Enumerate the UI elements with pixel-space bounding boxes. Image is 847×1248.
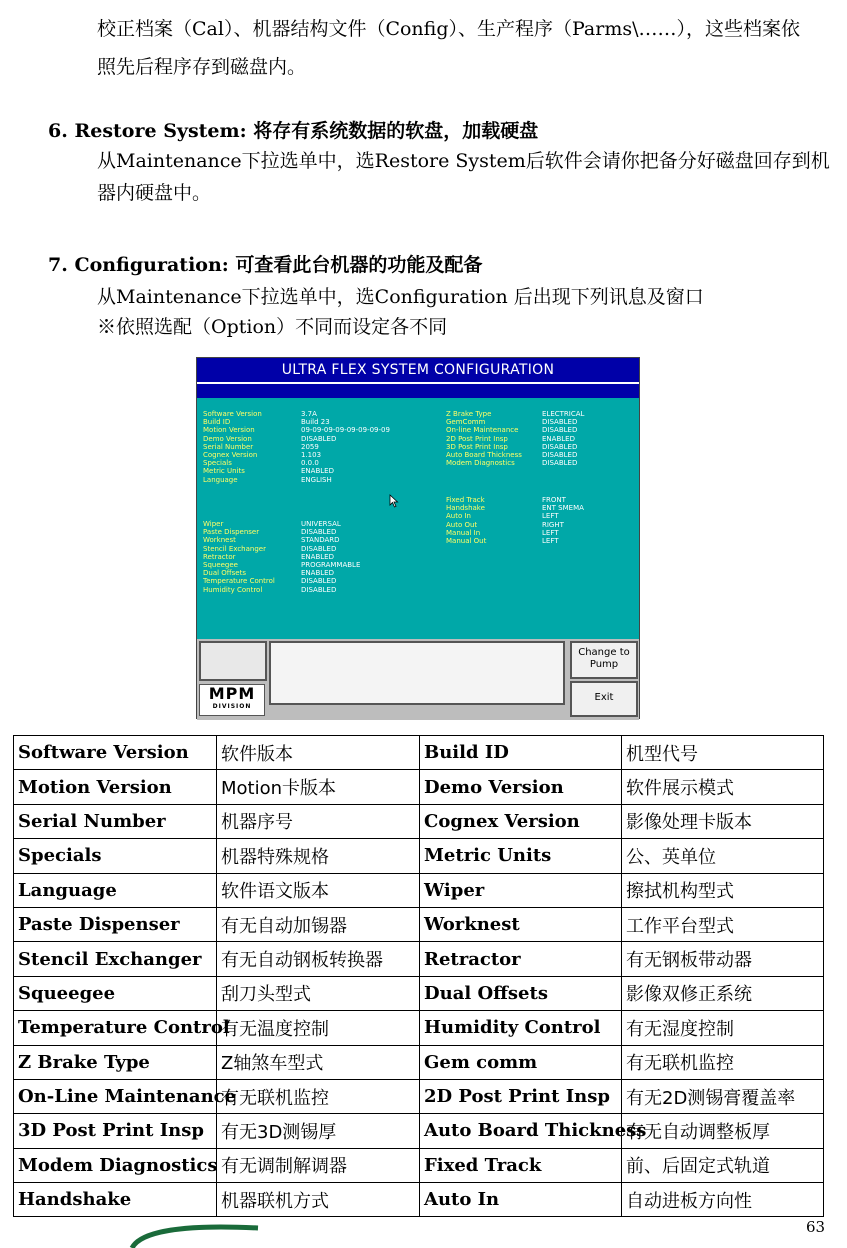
- config-row: [203, 434, 337, 443]
- table-cell-term: Motion Version: [14, 770, 217, 804]
- config-label: Motion Version: [203, 426, 255, 435]
- config-value: 09-09-09-09-09-09-09-09: [301, 426, 390, 435]
- table-cell-term: Language: [14, 873, 217, 907]
- config-value: DISABLED: [301, 434, 337, 443]
- config-label: Squeegee: [203, 560, 238, 569]
- config-value: DISABLED: [542, 442, 578, 451]
- config-row: [446, 442, 578, 451]
- change-to-pump-button[interactable]: Change to Pump: [570, 641, 638, 679]
- config-row: [203, 552, 334, 561]
- config-value: ENABLED: [301, 467, 334, 476]
- config-label: Retractor: [203, 552, 236, 561]
- table-cell-description: 自动进板方向性: [622, 1183, 824, 1217]
- table-cell-term: Serial Number: [14, 804, 217, 838]
- table-cell-description: 有无自动钢板转换器: [217, 942, 420, 976]
- config-value: DISABLED: [542, 450, 578, 459]
- config-label: Worknest: [203, 536, 236, 545]
- table-cell-description: 刮刀头型式: [217, 976, 420, 1010]
- config-row: [203, 577, 337, 586]
- configuration-table: [13, 735, 824, 1217]
- table-cell-term: Stencil Exchanger: [14, 942, 217, 976]
- config-row: [446, 450, 578, 459]
- table-cell-description: 软件语文版本: [217, 873, 420, 907]
- config-value: 3.7A: [301, 410, 317, 418]
- table-row: [14, 873, 824, 907]
- config-value: DISABLED: [301, 585, 337, 594]
- config-label: Auto Out: [446, 520, 478, 529]
- table-cell-term: Paste Dispenser: [14, 907, 217, 941]
- table-row: [14, 1114, 824, 1148]
- section-6-line-2: 器内硬盘中。: [97, 182, 212, 204]
- mpm-logo: [199, 684, 265, 716]
- config-row: [203, 536, 340, 545]
- config-row: [203, 520, 341, 528]
- config-value: STANDARD: [301, 536, 340, 545]
- config-row: [446, 459, 578, 468]
- config-row: [203, 569, 334, 578]
- table-row: [14, 736, 824, 770]
- table-cell-description: 工作平台型式: [622, 907, 824, 941]
- config-row: [446, 536, 559, 545]
- table-row: [14, 1148, 824, 1182]
- logo-text: MPM: [208, 684, 256, 703]
- table-cell-term: Cognex Version: [420, 804, 622, 838]
- config-label: Wiper: [203, 520, 224, 528]
- config-label: Specials: [203, 459, 232, 468]
- right-config-group-2: [446, 496, 584, 545]
- table-row: [14, 770, 824, 804]
- table-cell-term: Squeegee: [14, 976, 217, 1010]
- config-value: DISABLED: [301, 528, 337, 537]
- screenshot-button-area: [197, 639, 639, 720]
- table-row: [14, 976, 824, 1010]
- config-row: [446, 496, 566, 504]
- config-label: Humidity Control: [203, 585, 263, 594]
- logo-subtext: DIVISION: [212, 703, 252, 710]
- table-row: [14, 1011, 824, 1045]
- config-value: Build 23: [301, 418, 330, 427]
- section-7-title: 7. Configuration: 可查看此台机器的功能及配备: [48, 254, 483, 276]
- config-value: RIGHT: [542, 520, 564, 529]
- left-config-group-2: [203, 520, 361, 594]
- config-value: DISABLED: [542, 459, 578, 468]
- config-row: [446, 426, 578, 435]
- config-label: GemComm: [446, 418, 486, 427]
- mouse-cursor-icon: [389, 494, 399, 508]
- table-cell-term: Retractor: [420, 942, 622, 976]
- config-row: [446, 504, 584, 513]
- config-label: 2D Post Print Insp: [446, 434, 508, 443]
- config-label: Language: [203, 475, 238, 484]
- config-label: Fixed Track: [446, 496, 485, 504]
- table-cell-description: 有无自动调整板厚: [622, 1114, 824, 1148]
- config-row: [446, 520, 564, 529]
- configuration-screenshot: [196, 357, 640, 719]
- table-cell-term: Z Brake Type: [14, 1045, 217, 1079]
- section-6-line-1: 从Maintenance下拉选单中，选Restore System后软件会请你把备分好磁盘回存到机: [97, 150, 830, 172]
- table-cell-description: 影像双修正系统: [622, 976, 824, 1010]
- config-row: [203, 475, 332, 484]
- table-cell-description: 公、英单位: [622, 839, 824, 873]
- table-row: [14, 804, 824, 838]
- config-row: [203, 467, 334, 476]
- table-cell-term: Modem Diagnostics: [14, 1148, 217, 1182]
- config-row: [446, 418, 578, 427]
- config-row: [203, 418, 330, 427]
- config-row: [446, 434, 575, 443]
- config-label: Software Version: [203, 410, 262, 418]
- config-label: Serial Number: [203, 442, 254, 451]
- config-row: [203, 560, 361, 569]
- table-cell-description: 有无3D测锡厚: [217, 1114, 420, 1148]
- screenshot-title: ULTRA FLEX SYSTEM CONFIGURATION: [197, 358, 639, 384]
- table-cell-term: Humidity Control: [420, 1011, 622, 1045]
- config-label: Metric Units: [203, 467, 245, 476]
- table-row: [14, 1183, 824, 1217]
- config-label: 3D Post Print Insp: [446, 442, 508, 451]
- config-row: [203, 528, 337, 537]
- table-cell-description: 机器序号: [217, 804, 420, 838]
- table-cell-description: Motion卡版本: [217, 770, 420, 804]
- config-label: Cognex Version: [203, 450, 258, 459]
- table-cell-term: Gem comm: [420, 1045, 622, 1079]
- table-row: [14, 1045, 824, 1079]
- config-label: Auto Board Thickness: [446, 450, 522, 459]
- config-label: Manual Out: [446, 536, 487, 545]
- config-value: ENGLISH: [301, 475, 332, 484]
- config-value: ELECTRICAL: [542, 410, 585, 418]
- config-row: [203, 450, 322, 459]
- config-value: UNIVERSAL: [301, 520, 341, 528]
- config-row: [446, 528, 559, 537]
- config-label: Z Brake Type: [446, 410, 492, 418]
- table-cell-term: Metric Units: [420, 839, 622, 873]
- config-label: Dual Offsets: [203, 569, 246, 578]
- table-cell-description: 有无联机监控: [217, 1079, 420, 1113]
- table-cell-term: Specials: [14, 839, 217, 873]
- page-number: 63: [806, 1218, 826, 1236]
- config-row: [203, 585, 337, 594]
- table-cell-description: 影像处理卡版本: [622, 804, 824, 838]
- config-value: DISABLED: [542, 426, 578, 435]
- config-value: ENABLED: [542, 434, 575, 443]
- table-cell-term: Auto Board Thickness: [420, 1114, 622, 1148]
- config-row: [446, 410, 585, 418]
- table-row: [14, 839, 824, 873]
- config-value: DISABLED: [301, 577, 337, 586]
- intro-line-1: 校正档案（Cal）、机器结构文件（Config）、生产程序（Parms\……），这些档案依: [97, 18, 801, 40]
- config-row: [203, 544, 337, 553]
- table-cell-term: Build ID: [420, 736, 622, 770]
- config-value: 1.103: [301, 450, 322, 459]
- config-row: [203, 442, 319, 451]
- table-cell-description: 有无钢板带动器: [622, 942, 824, 976]
- table-cell-description: 软件展示模式: [622, 770, 824, 804]
- config-value: 0.0.0: [301, 459, 319, 468]
- table-cell-term: Fixed Track: [420, 1148, 622, 1182]
- config-row: [446, 512, 559, 521]
- table-cell-term: 3D Post Print Insp: [14, 1114, 217, 1148]
- config-label: Paste Dispenser: [203, 528, 260, 537]
- table-cell-description: 有无自动加锡器: [217, 907, 420, 941]
- config-label: Stencil Exchanger: [203, 544, 266, 553]
- config-value: ENT SMEMA: [542, 504, 584, 513]
- config-label: Handshake: [446, 504, 485, 513]
- table-row: [14, 1079, 824, 1113]
- config-value: 2059: [301, 442, 319, 451]
- table-cell-description: 擦拭机构型式: [622, 873, 824, 907]
- config-value: DISABLED: [542, 418, 578, 427]
- table-cell-description: 有无联机监控: [622, 1045, 824, 1079]
- table-cell-term: Worknest: [420, 907, 622, 941]
- config-label: Build ID: [203, 418, 231, 427]
- table-cell-term: Auto In: [420, 1183, 622, 1217]
- table-cell-description: 机器联机方式: [217, 1183, 420, 1217]
- table-cell-description: 机器特殊规格: [217, 839, 420, 873]
- left-config-group-1: [203, 410, 390, 484]
- exit-button[interactable]: Exit: [570, 681, 638, 717]
- config-label: On-line Maintenance: [446, 426, 519, 435]
- table-cell-term: Handshake: [14, 1183, 217, 1217]
- section-6-title: 6. Restore System: 将存有系统数据的软盘，加载硬盘: [48, 120, 539, 142]
- table-cell-term: Software Version: [14, 736, 217, 770]
- intro-line-2: 照先后程序存到磁盘内。: [97, 56, 307, 78]
- config-value: DISABLED: [301, 544, 337, 553]
- table-cell-description: 有无调制解调器: [217, 1148, 420, 1182]
- table-row: [14, 907, 824, 941]
- config-row: [203, 410, 317, 418]
- blank-button[interactable]: [199, 641, 267, 681]
- config-row: [203, 426, 390, 435]
- config-label: Temperature Control: [203, 577, 275, 586]
- section-7-line-1: 从Maintenance下拉选单中，选Configuration 后出现下列讯息及窗口: [97, 286, 704, 308]
- footer-logo-swoosh: [130, 1222, 260, 1248]
- config-value: ENABLED: [301, 569, 334, 578]
- config-value: LEFT: [542, 536, 559, 545]
- table-cell-term: Dual Offsets: [420, 976, 622, 1010]
- config-value: FRONT: [542, 496, 566, 504]
- config-value: LEFT: [542, 512, 559, 521]
- table-cell-description: 机型代号: [622, 736, 824, 770]
- table-cell-description: 有无湿度控制: [622, 1011, 824, 1045]
- table-cell-term: 2D Post Print Insp: [420, 1079, 622, 1113]
- section-7-line-2: ※依照选配（Option）不同而设定各不同: [97, 316, 448, 338]
- table-cell-term: Wiper: [420, 873, 622, 907]
- config-value: LEFT: [542, 528, 559, 537]
- table-cell-description: 软件版本: [217, 736, 420, 770]
- table-row: [14, 942, 824, 976]
- table-cell-description: Z轴煞车型式: [217, 1045, 420, 1079]
- config-label: Manual In: [446, 528, 481, 537]
- config-label: Modem Diagnostics: [446, 459, 515, 468]
- config-value: ENABLED: [301, 552, 334, 561]
- screenshot-subbar: [197, 384, 639, 398]
- table-cell-term: Demo Version: [420, 770, 622, 804]
- table-cell-description: 前、后固定式轨道: [622, 1148, 824, 1182]
- table-cell-term: Temperature Control: [14, 1011, 217, 1045]
- config-label: Auto In: [446, 512, 471, 521]
- config-row: [203, 459, 319, 468]
- table-cell-description: 有无温度控制: [217, 1011, 420, 1045]
- message-area: [269, 641, 565, 705]
- config-label: Demo Version: [203, 434, 252, 443]
- table-cell-term: On-Line Maintenance: [14, 1079, 217, 1113]
- config-value: PROGRAMMABLE: [301, 560, 361, 569]
- right-config-group-1: [446, 410, 585, 468]
- table-cell-description: 有无2D测锡膏覆盖率: [622, 1079, 824, 1113]
